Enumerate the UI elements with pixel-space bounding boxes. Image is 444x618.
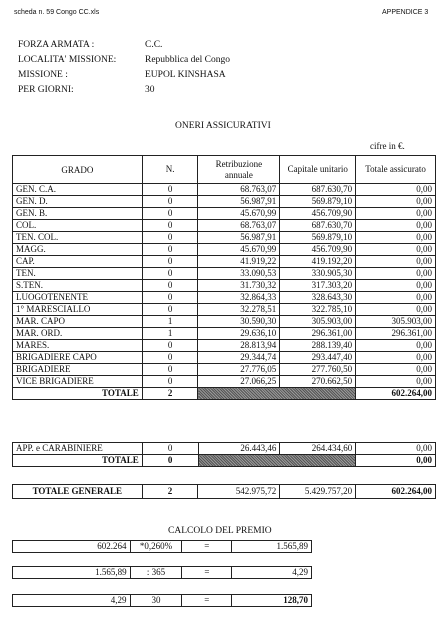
table-row	[13, 256, 436, 268]
cell-grado: MAR. CAPO	[13, 316, 143, 328]
premio-2-b: : 365	[130, 567, 182, 579]
carabiniere-retribuzione: 26.443,46	[198, 443, 280, 455]
cell-retribuzione: 41.919,22	[198, 256, 280, 268]
cell-totale: 0,00	[356, 268, 436, 280]
cell-n: 0	[142, 196, 198, 208]
cell-retribuzione: 56.987,91	[198, 196, 280, 208]
cell-totale: 296.361,00	[356, 328, 436, 340]
carabiniere-table	[12, 442, 436, 467]
table-row	[13, 280, 436, 292]
cell-retribuzione: 29.344,74	[198, 352, 280, 364]
cell-n: 0	[142, 256, 198, 268]
totale-generale-table	[12, 484, 436, 499]
cell-n: 0	[142, 280, 198, 292]
cell-grado: TEN. COL.	[13, 232, 143, 244]
cell-totale: 0,00	[356, 256, 436, 268]
table-row	[13, 208, 436, 220]
table-row	[13, 268, 436, 280]
info-value-missione: EUPOL KINSHASA	[145, 70, 226, 80]
premio-3-a: 4,29	[13, 595, 131, 607]
cell-grado: TEN.	[13, 268, 143, 280]
info-value-giorni: 30	[145, 85, 155, 95]
cell-retribuzione: 30.590,30	[198, 316, 280, 328]
cell-totale: 0,00	[356, 184, 436, 196]
info-label-giorni: PER GIORNI:	[18, 85, 74, 95]
cell-totale: 0,00	[356, 196, 436, 208]
premio-line-2	[12, 566, 312, 579]
totale2-n: 0	[142, 455, 198, 467]
premio-3-eq: =	[182, 595, 232, 607]
cell-n: 0	[142, 244, 198, 256]
cell-capitale: 328.643,30	[280, 292, 356, 304]
totale-row	[13, 388, 436, 400]
table-row	[13, 352, 436, 364]
cell-grado: GEN. D.	[13, 196, 143, 208]
cell-grado: CAP.	[13, 256, 143, 268]
cell-totale: 0,00	[356, 364, 436, 376]
cell-retribuzione: 27.066,25	[198, 376, 280, 388]
cell-capitale: 270.662,50	[280, 376, 356, 388]
premio-1-eq: =	[182, 541, 232, 553]
cell-capitale: 277.760,50	[280, 364, 356, 376]
cell-totale: 0,00	[356, 352, 436, 364]
cell-retribuzione: 45.670,99	[198, 208, 280, 220]
totale-row-2	[13, 455, 436, 467]
cell-n: 0	[142, 340, 198, 352]
carabiniere-grado: APP. e CARABINIERE	[13, 443, 143, 455]
cell-grado: GEN. C.A.	[13, 184, 143, 196]
premio-3-b: 30	[130, 595, 182, 607]
totale-generale-n: 2	[142, 485, 198, 499]
totale-hatch	[198, 388, 356, 400]
cell-totale: 0,00	[356, 232, 436, 244]
premio-1-b: *0,260%	[130, 541, 182, 553]
totale2-label: TOTALE	[13, 455, 143, 467]
table-row	[13, 292, 436, 304]
cell-grado: MAGG.	[13, 244, 143, 256]
carabiniere-capitale: 264.434,60	[280, 443, 356, 455]
table-row	[13, 364, 436, 376]
table-row	[13, 316, 436, 328]
currency-note: cifre in €.	[370, 141, 405, 151]
cell-grado: LUOGOTENENTE	[13, 292, 143, 304]
cell-n: 0	[142, 364, 198, 376]
cell-totale: 0,00	[356, 304, 436, 316]
info-value-localita: Repubblica del Congo	[145, 55, 230, 65]
premio-1-result: 1.565,89	[232, 541, 312, 553]
totale2-value: 0,00	[356, 455, 436, 467]
cell-capitale: 456.709,90	[280, 208, 356, 220]
premio-line-1	[12, 540, 312, 553]
cell-retribuzione: 68.763,07	[198, 184, 280, 196]
cell-totale: 0,00	[356, 376, 436, 388]
cell-n: 0	[142, 304, 198, 316]
cell-retribuzione: 29.636,10	[198, 328, 280, 340]
cell-capitale: 296.361,00	[280, 328, 356, 340]
oneri-table	[12, 155, 436, 400]
cell-retribuzione: 31.730,32	[198, 280, 280, 292]
totale-generale-retribuzione: 542.975,72	[198, 485, 280, 499]
cell-n: 0	[142, 268, 198, 280]
cell-retribuzione: 27.776,05	[198, 364, 280, 376]
cell-capitale: 687.630,70	[280, 220, 356, 232]
premio-3-result: 128,70	[232, 595, 312, 607]
cell-grado: MARES.	[13, 340, 143, 352]
cell-grado: MAR. ORD.	[13, 328, 143, 340]
table-row	[13, 328, 436, 340]
cell-retribuzione: 45.670,99	[198, 244, 280, 256]
cell-totale: 305.903,00	[356, 316, 436, 328]
cell-capitale: 569.879,10	[280, 196, 356, 208]
col-retribuzione: Retribuzione annuale	[198, 156, 280, 184]
cell-capitale: 419.192,20	[280, 256, 356, 268]
cell-grado: COL.	[13, 220, 143, 232]
cell-retribuzione: 68.763,07	[198, 220, 280, 232]
cell-totale: 0,00	[356, 220, 436, 232]
table-row	[13, 232, 436, 244]
cell-grado: BRIGADIERE CAPO	[13, 352, 143, 364]
col-totale: Totale assicurato	[356, 156, 436, 184]
table-row	[13, 340, 436, 352]
file-name: scheda n. 59 Congo CC.xls	[14, 9, 100, 16]
cell-grado: BRIGADIERE	[13, 364, 143, 376]
cell-retribuzione: 28.813,94	[198, 340, 280, 352]
carabiniere-totale: 0,00	[356, 443, 436, 455]
totale-label: TOTALE	[13, 388, 143, 400]
totale2-hatch	[198, 455, 356, 467]
cell-capitale: 569.879,10	[280, 232, 356, 244]
cell-retribuzione: 56.987,91	[198, 232, 280, 244]
col-n: N.	[142, 156, 198, 184]
table-row	[13, 220, 436, 232]
cell-capitale: 322.785,10	[280, 304, 356, 316]
cell-n: 0	[142, 376, 198, 388]
cell-capitale: 330.905,30	[280, 268, 356, 280]
premio-1-a: 602.264	[13, 541, 131, 553]
premio-2-a: 1.565,89	[13, 567, 131, 579]
info-label-missione: MISSIONE :	[18, 70, 68, 80]
cell-capitale: 305.903,00	[280, 316, 356, 328]
col-grado: GRADO	[13, 156, 143, 184]
info-label-localita: LOCALITA' MISSIONE:	[18, 55, 117, 65]
cell-n: 0	[142, 184, 198, 196]
totale-value: 602.264,00	[356, 388, 436, 400]
cell-n: 0	[142, 220, 198, 232]
premio-2-result: 4,29	[232, 567, 312, 579]
table-row	[13, 244, 436, 256]
table-row	[13, 376, 436, 388]
cell-grado: S.TEN.	[13, 280, 143, 292]
table-row	[13, 184, 436, 196]
appendix-label: APPENDICE 3	[382, 9, 429, 16]
cell-totale: 0,00	[356, 280, 436, 292]
cell-totale: 0,00	[356, 244, 436, 256]
cell-retribuzione: 32.864,33	[198, 292, 280, 304]
totale-generale-totale: 602.264,00	[356, 485, 436, 499]
cell-capitale: 293.447,40	[280, 352, 356, 364]
info-label-forza: FORZA ARMATA :	[18, 40, 95, 50]
cell-capitale: 317.303,20	[280, 280, 356, 292]
cell-totale: 0,00	[356, 208, 436, 220]
table-row	[13, 196, 436, 208]
cell-grado: 1° MARESCIALLO	[13, 304, 143, 316]
cell-grado: GEN. B.	[13, 208, 143, 220]
cell-n: 0	[142, 208, 198, 220]
cell-n: 1	[142, 328, 198, 340]
premio-title: CALCOLO DEL PREMIO	[168, 526, 272, 536]
cell-capitale: 456.709,90	[280, 244, 356, 256]
table-row	[13, 304, 436, 316]
section-title: ONERI ASSICURATIVI	[175, 121, 271, 131]
cell-grado: VICE BRIGADIERE	[13, 376, 143, 388]
totale-generale-label: TOTALE GENERALE	[13, 485, 143, 499]
premio-line-3	[12, 594, 312, 607]
cell-n: 0	[142, 352, 198, 364]
totale-generale-capitale: 5.429.757,20	[280, 485, 356, 499]
cell-n: 1	[142, 316, 198, 328]
cell-retribuzione: 33.090,53	[198, 268, 280, 280]
cell-capitale: 288.139,40	[280, 340, 356, 352]
cell-totale: 0,00	[356, 292, 436, 304]
col-capitale: Capitale unitario	[280, 156, 356, 184]
cell-retribuzione: 32.278,51	[198, 304, 280, 316]
table-row	[13, 443, 436, 455]
cell-totale: 0,00	[356, 340, 436, 352]
totale-n: 2	[142, 388, 198, 400]
cell-capitale: 687.630,70	[280, 184, 356, 196]
carabiniere-n: 0	[142, 443, 198, 455]
cell-n: 0	[142, 292, 198, 304]
cell-n: 0	[142, 232, 198, 244]
premio-2-eq: =	[182, 567, 232, 579]
info-value-forza: C.C.	[145, 40, 163, 50]
